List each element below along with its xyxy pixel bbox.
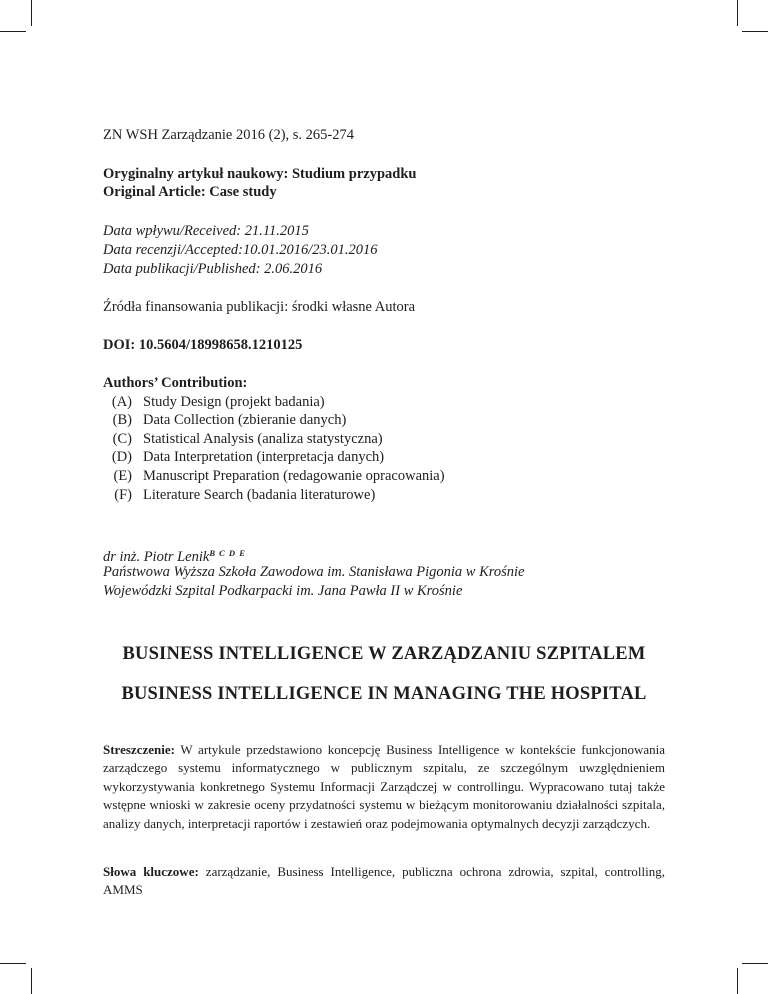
keywords-label: Słowa kluczowe: xyxy=(103,864,199,879)
affiliation-2: Wojewódzki Szpital Podkarpacki im. Jana Pawła II w Krośnie xyxy=(103,583,463,599)
title-english: BUSINESS INTELLIGENCE IN MANAGING THE HOSPITAL xyxy=(121,684,647,704)
crop-mark xyxy=(742,963,768,964)
doi: DOI: 10.5604/18998658.1210125 xyxy=(103,337,303,353)
journal-reference: ZN WSH Zarządzanie 2016 (2), s. 265-274 xyxy=(103,127,354,143)
date-published: Data publikacji/Published: 2.06.2016 xyxy=(103,261,323,277)
article-type-en: Original Article: Case study xyxy=(103,184,277,200)
abstract xyxy=(103,741,665,833)
contribution-item: (E) Manuscript Preparation (redagowanie opracowania) xyxy=(113,467,445,484)
crop-mark xyxy=(0,31,26,32)
contribution-heading: Authors’ Contribution: xyxy=(103,375,248,391)
contribution-item: (B) Data Collection (zbieranie danych) xyxy=(112,412,347,429)
date-accepted: Data recenzji/Accepted:10.01.2016/23.01.2016 xyxy=(103,242,378,258)
authors-contribution xyxy=(103,374,445,504)
affiliation-1: Państwowa Wyższa Szkoła Zawodowa im. Stanisława Pigonia w Krośnie xyxy=(103,564,525,580)
contribution-item: (F) Literature Search (badania literaturowe) xyxy=(114,486,376,503)
date-received: Data wpływu/Received: 21.11.2015 xyxy=(103,223,309,239)
crop-mark xyxy=(742,31,768,32)
crop-mark xyxy=(31,968,32,994)
crop-mark xyxy=(737,968,738,994)
contribution-item: (A) Study Design (projekt badania) xyxy=(111,393,325,410)
author-name: dr inż. Piotr Lenik$^{B C D E}$ xyxy=(103,548,246,565)
keywords-text: zarządzanie, Business Intelligence, publiczna ochrona zdrowia, szpital, controlling, AMMS xyxy=(103,864,666,898)
crop-mark xyxy=(737,0,738,26)
author-roles: B C D E xyxy=(209,548,246,558)
contribution-item: (C) Statistical Analysis (analiza statystyczna) xyxy=(112,430,383,447)
funding-source: Źródła finansowania publikacji: środki własne Autora xyxy=(103,299,416,315)
abstract-label: Streszczenie: xyxy=(103,742,175,757)
crop-mark xyxy=(0,963,26,964)
crop-mark xyxy=(31,0,32,26)
abstract-text: W artykule przedstawiono koncepcję Business Intelligence w kontekście funkcjonowania zarządczego systemu informatycznego w publicznym szpitalu, ze szczególnym uwzględnieniem wykorzystywania konkretnego Systemu Informacji Zarządczej w controllingu. Wypracowano tutaj także wstępne wnioski w zakresie oceny przydatności systemu w bieżącym monitorowaniu działalności szpitala, analizy danych, interpretacji raportów i zestawień oraz podejmowania optymalnych decyzji zarządczych. xyxy=(103,742,666,831)
contribution-item: (D) Data Interpretation (interpretacja danych) xyxy=(111,449,385,466)
title-polish: BUSINESS INTELLIGENCE W ZARZĄDZANIU SZPITALEM xyxy=(122,644,646,664)
keywords xyxy=(103,863,665,900)
article-type-pl: Oryginalny artykuł naukowy: Studium przypadku xyxy=(103,166,417,182)
